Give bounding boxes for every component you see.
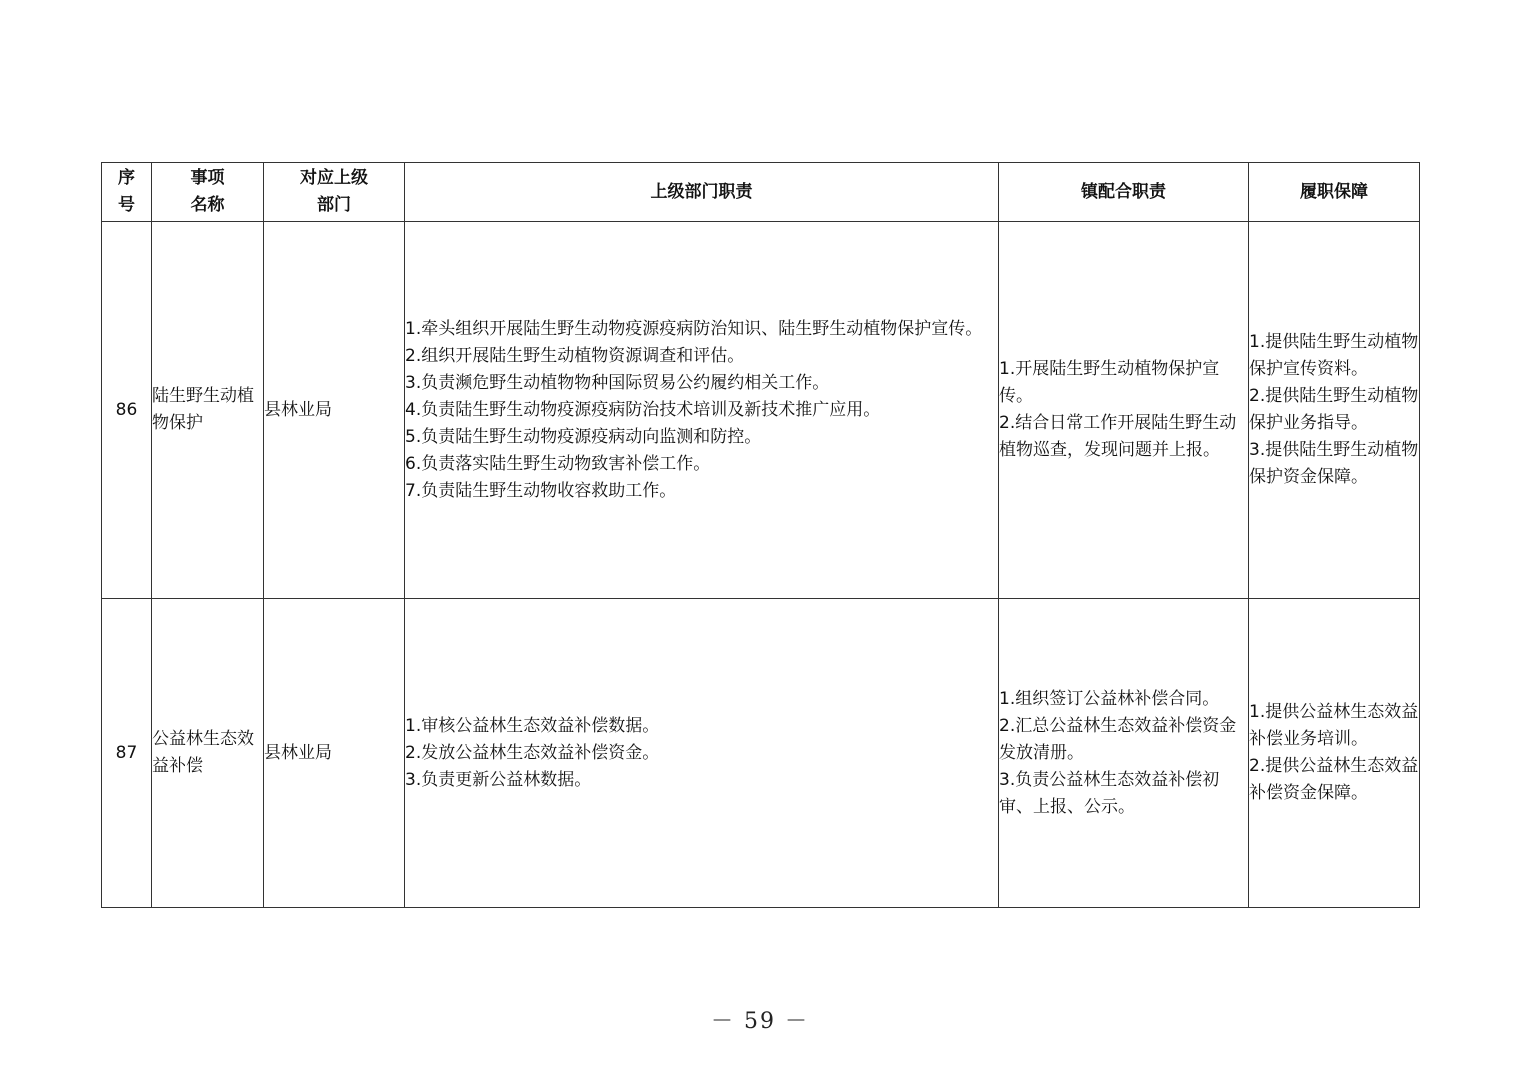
superior-dept: 县林业局: [264, 599, 405, 908]
header-superior-dept: [264, 163, 405, 222]
duty-line: 3.负责濒危野生动植物物种国际贸易公约履约相关工作。: [405, 372, 830, 393]
page-number: － 59 －: [711, 1009, 809, 1034]
table-row: [102, 222, 1420, 599]
header-item-name: [152, 163, 264, 222]
header-no: [102, 163, 152, 222]
guarantee-line: 3.提供陆生野生动植物保护资金保障。: [1249, 440, 1419, 487]
guarantee-line: 2.提供陆生野生动植物保护业务指导。: [1249, 386, 1419, 433]
header-guarantee: 履职保障: [1249, 163, 1420, 222]
town-duty-line: 1.组织签订公益林补偿合同。: [999, 688, 1220, 709]
town-duty-line: 2.结合日常工作开展陆生野生动植物巡查，发现问题并上报。: [999, 413, 1237, 460]
guarantee-line: 1.提供陆生野生动植物保护宣传资料。: [1249, 332, 1419, 379]
header-row: [102, 163, 1420, 222]
duty-line: 5.负责陆生野生动物疫源疫病动向监测和防控。: [405, 426, 762, 447]
duty-line: 3.负责更新公益林数据。: [405, 769, 592, 790]
duty-line: 1.牵头组织开展陆生野生动物疫源疫病防治知识、陆生野生动植物保护宣传。: [405, 318, 983, 339]
duty-line: 7.负责陆生野生动物收容救助工作。: [405, 480, 677, 501]
duty-table: [101, 162, 1420, 908]
header-town-duties: 镇配合职责: [999, 163, 1249, 222]
table-row: [102, 599, 1420, 908]
header-superior-duties: 上级部门职责: [405, 163, 999, 222]
row-number: 86: [102, 222, 152, 599]
header-superior-dept-line: 部门: [317, 195, 351, 215]
superior-dept: 县林业局: [264, 222, 405, 599]
town-duty-line: 1.开展陆生野生动植物保护宣传。: [999, 359, 1220, 406]
town-duties: [999, 222, 1249, 599]
town-duty-line: 2.汇总公益林生态效益补偿资金发放清册。: [999, 715, 1237, 763]
header-no-line: 号: [118, 195, 135, 215]
item-name: 公益林生态效益补偿: [152, 599, 264, 908]
guarantee: [1249, 599, 1420, 908]
header-item-name-line: 事项: [190, 168, 225, 188]
duty-line: 6.负责落实陆生野生动物致害补偿工作。: [405, 453, 711, 474]
duty-line: 1.审核公益林生态效益补偿数据。: [405, 715, 660, 736]
guarantee: [1249, 222, 1420, 599]
superior-duties: [405, 222, 999, 599]
row-number: 87: [102, 599, 152, 908]
guarantee-line: 1.提供公益林生态效益补偿业务培训。: [1249, 702, 1419, 749]
duty-line: 2.发放公益林生态效益补偿资金。: [405, 742, 660, 763]
superior-duties: [405, 599, 999, 908]
header-superior-dept-line: 对应上级: [300, 168, 368, 188]
town-duties: [999, 599, 1249, 908]
header-item-name-line: 名称: [190, 195, 225, 215]
guarantee-line: 2.提供公益林生态效益补偿资金保障。: [1249, 756, 1419, 803]
header-no-line: 序: [118, 168, 135, 188]
item-name: 陆生野生动植物保护: [152, 222, 264, 599]
town-duty-line: 3.负责公益林生态效益补偿初审、上报、公示。: [999, 769, 1220, 817]
duty-line: 4.负责陆生野生动物疫源疫病防治技术培训及新技术推广应用。: [405, 399, 881, 420]
duty-line: 2.组织开展陆生野生动植物资源调查和评估。: [405, 345, 745, 366]
